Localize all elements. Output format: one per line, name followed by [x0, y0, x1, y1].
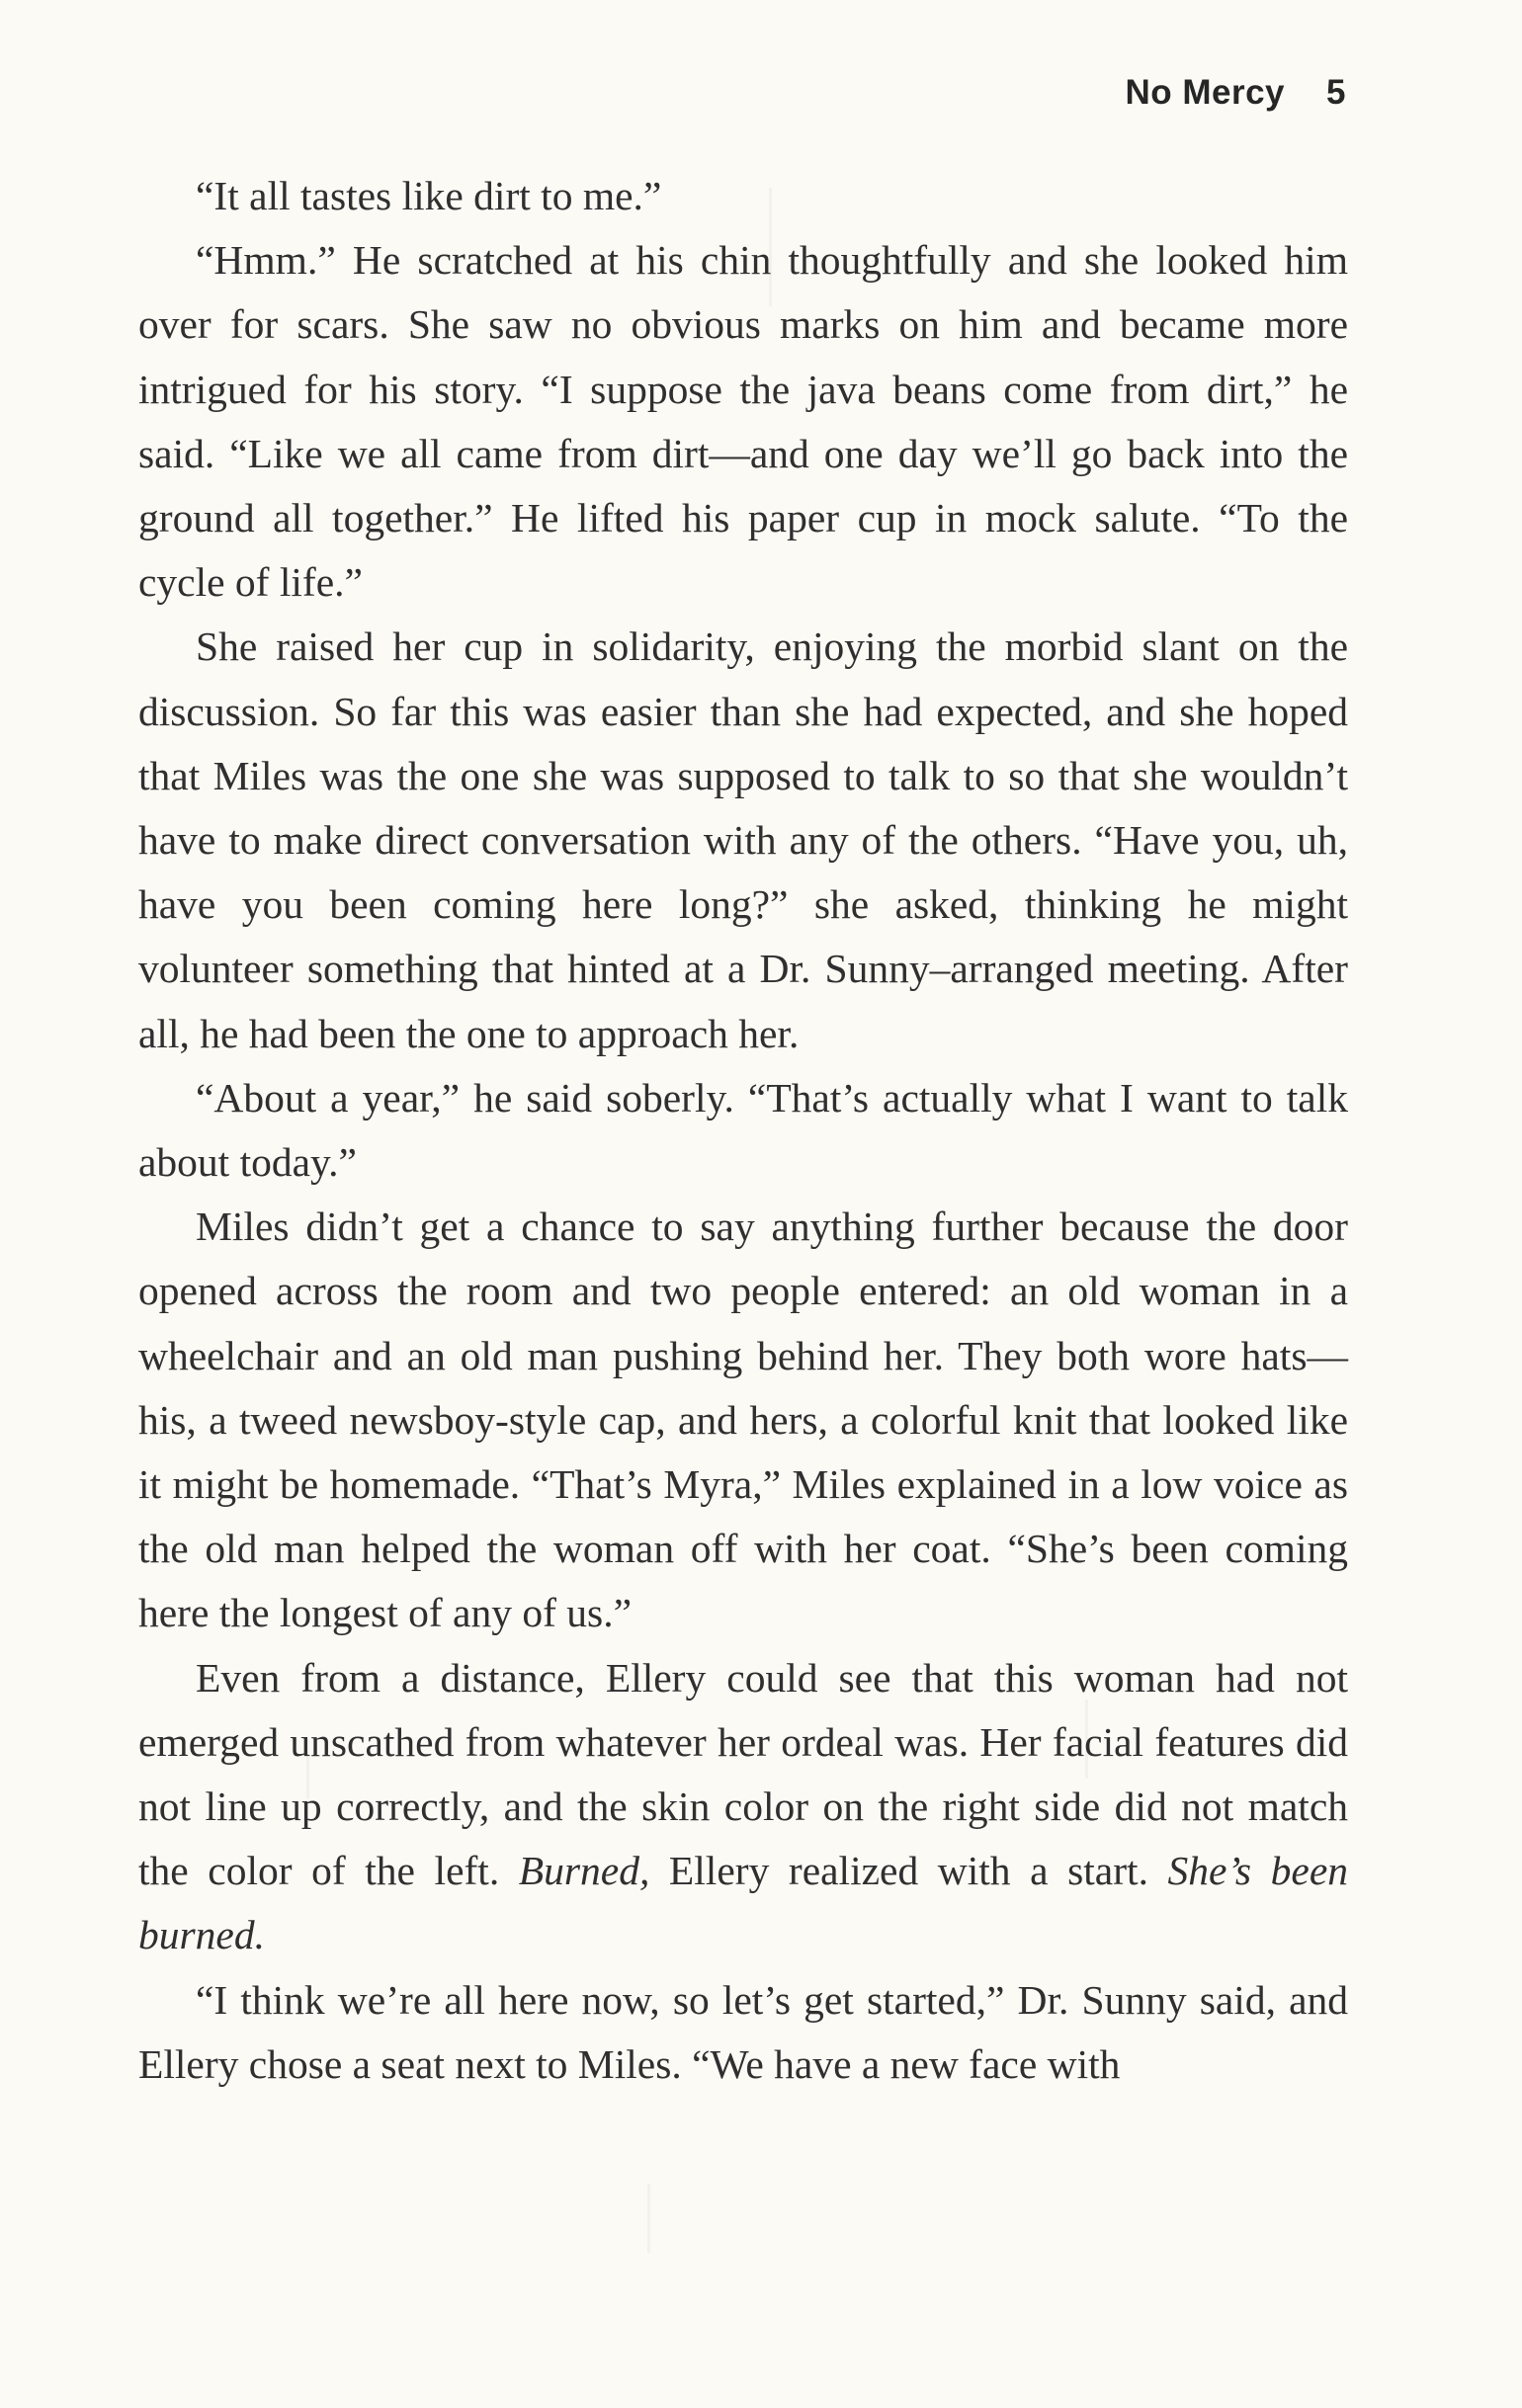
- scan-artifact: [647, 2184, 650, 2253]
- running-header: [1125, 73, 1346, 113]
- italic-emphasis: Burned,: [518, 1848, 650, 1894]
- paragraph-text: Even from a distance, Ellery could see that this woman had not emerged unscathed from whatever her ordeal was. Her facial features did not line up correctly, and the skin color on the right side did not match the color of the left.: [138, 1654, 1348, 1894]
- paragraph: Miles didn’t get a chance to say anything further because the door opened across the room and two people entered: an old woman in a wheelchair and an old man pushing behind her. They both wore hats—his, a tweed newsboy-style cap, and hers, a colorful knit that looked like it might be homemade. “That’s Myra,” Miles explained in a low voice as the old man helped the woman off with her coat. “She’s been coming here the longest of any of us.”: [138, 1204, 1348, 1636]
- paragraph: “I think we’re all here now, so let’s get started,” Dr. Sunny said, and Ellery chose a seat next to Miles. “We have a new face with: [138, 1976, 1348, 2087]
- paragraph: “Hmm.” He scratched at his chin thoughtfully and she looked him over for scars. She saw no obvious marks on him and became more intrigued for his story. “I suppose the java beans come from dirt,” he said. “Like we all came from dirt—and one day we’ll go back into the ground all together.” He lifted his paper cup in mock salute. “To the cycle of life.”: [138, 237, 1348, 606]
- paragraph-text: Ellery realized with a start.: [668, 1848, 1148, 1894]
- paragraph: “About a year,” he said soberly. “That’s actually what I want to talk about today.”: [138, 1074, 1348, 1186]
- paragraph: [138, 1646, 1348, 1968]
- body-text: [138, 164, 1348, 2097]
- paragraph: She raised her cup in solidarity, enjoying the morbid slant on the discussion. So far this was easier than she had expected, and she hoped that Miles was the one she was supposed to talk to so that she wouldn’t have to make direct conversation with any of the others. “Have you, uh, have you been coming here long?” she asked, thinking he might volunteer something that hinted at a Dr. Sunny–arranged meeting. After all, he had been the one to approach her.: [138, 623, 1348, 1056]
- book-title: No Mercy: [1125, 73, 1286, 112]
- paragraph: “It all tastes like dirt to me.”: [196, 173, 662, 218]
- italic-emphasis: She’s been burned.: [138, 1848, 1349, 1958]
- page-number: 5: [1326, 73, 1346, 112]
